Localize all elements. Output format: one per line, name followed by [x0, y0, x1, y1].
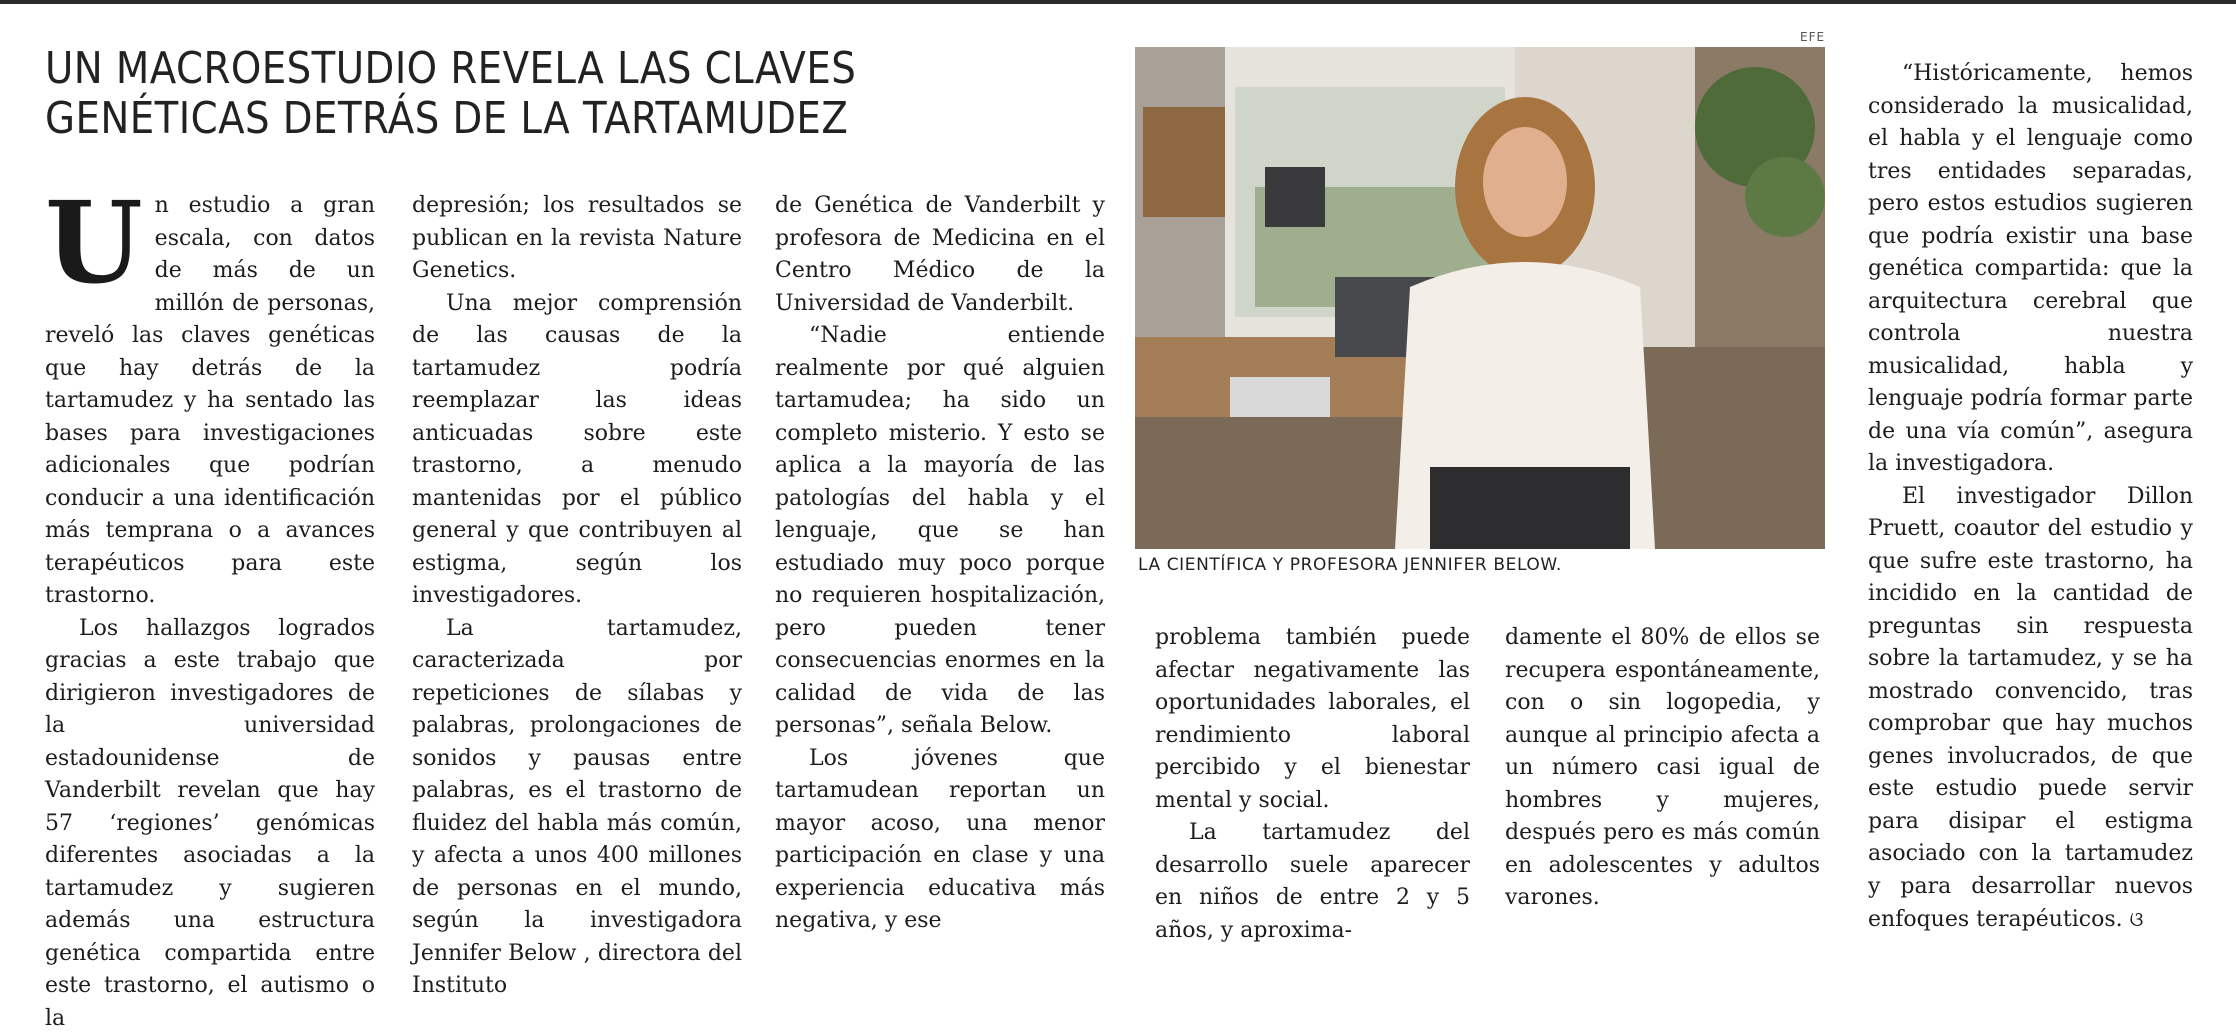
column-3	[775, 190, 1105, 938]
paragraph: “Nadie entiende realmente por qué alguien tartamudea; ha sido un completo misterio. Y esto se aplica a la mayoría de las patologías del habla y el lenguaje, que se han estudiado muy poco porque no requieren hospitalización, pero pueden tener consecuencias enormes en la calidad de vida de las personas”, señala Below.	[775, 320, 1105, 743]
headline	[45, 44, 969, 144]
photo-credit: EFE	[1800, 30, 1825, 44]
column-2	[412, 190, 742, 1003]
paragraph: La tartamudez, caracterizada por repeticiones de sílabas y palabras, prolongaciones de sonidos y pausas entre palabras, es el trastorno de fluidez del habla más común, y afecta a unos 400 millones de personas en el mundo, según la investigadora Jennifer Below , directora del Instituto	[412, 613, 742, 1003]
top-rule	[0, 0, 2236, 4]
paragraph: depresión; los resultados se publican en la revista Nature Genetics.	[412, 190, 742, 288]
paragraph: Una mejor comprensión de las causas de la tartamudez podría reemplazar las ideas anticuadas sobre este trastorno, a menudo mantenidas por el público general y que contribuyen al estigma, según los investigadores.	[412, 288, 742, 613]
paragraph: La tartamudez del desarrollo suele aparecer en niños de entre 2 y 5 años, y aproxima-	[1155, 817, 1470, 947]
paragraph: damente el 80% de ellos se recupera espontáneamente, con o sin logopedia, y aunque al principio afecta a un número casi igual de hombres y mujeres, después pero es más común en adolescentes y adultos varones.	[1505, 622, 1820, 915]
paragraph: “Históricamente, hemos considerado la musicalidad, el habla y el lenguaje como tres entidades separadas, pero estos estudios sugieren que podría existir una base genética compartida: que la arquitectura cerebral que controla nuestra musicalidad, habla y lenguaje podría formar parte de una vía común”, asegura la investigadora.	[1868, 58, 2193, 481]
paragraph: Los jóvenes que tartamudean reportan un mayor acoso, una menor participación en clase y una experiencia educativa más negativa, y ese	[775, 743, 1105, 938]
photo-caption: LA CIENTÍFICA Y PROFESORA JENNIFER BELOW.	[1138, 555, 1562, 575]
paragraph: de Genética de Vanderbilt y profesora de Medicina en el Centro Médico de la Universidad de Vanderbilt.	[775, 190, 1105, 320]
headline-line-2: GENÉTICAS DETRÁS DE LA TARTAMUDEZ	[45, 93, 848, 144]
end-mark-icon: ଓ	[2130, 907, 2144, 931]
paragraph	[1868, 481, 2193, 937]
headline-line-1: UN MACROESTUDIO REVELA LAS CLAVES	[45, 43, 856, 94]
paragraph-text: El investigador Dillon Pruett, coautor del estudio y que sufre este trastorno, ha incidido en la cantidad de preguntas sin respuesta sobre la tartamudez, y se ha mostrado convencido, tras comprobar que hay muchos genes involucrados, de que este estudio puede servir para disipar el estigma asociado con la tartamudez y para desarrollar nuevos enfoques terapéuticos.	[1868, 484, 2193, 933]
paragraph-text: n estudio a gran escala, con datos de más de un millón de personas, reveló las claves genéticas que hay detrás de la tartamudez y ha sentado las bases para investigaciones adicionales que podrían conducir a una identificación más temprana o a avances terapéuticos para este trastorno.	[45, 193, 375, 608]
article-photo	[1135, 47, 1825, 549]
paragraph: problema también puede afectar negativamente las oportunidades laborales, el rendimiento laboral percibido y el bienestar mental y social.	[1155, 622, 1470, 817]
drop-cap: U	[45, 196, 143, 292]
column-5	[1505, 622, 1820, 915]
paragraph: Los hallazgos logrados gracias a este trabajo que dirigieron investigadores de la universidad estadounidense de Vanderbilt revelan que hay 57 ‘regiones’ genómicas diferentes asociadas a la tartamudez y sugieren además una estructura genética compartida entre este trastorno, el autismo o la	[45, 613, 375, 1035]
column-4	[1155, 622, 1470, 947]
column-6	[1868, 58, 2193, 937]
column-1	[45, 190, 375, 1035]
photo-illustration	[1135, 47, 1825, 549]
paragraph	[45, 190, 375, 613]
